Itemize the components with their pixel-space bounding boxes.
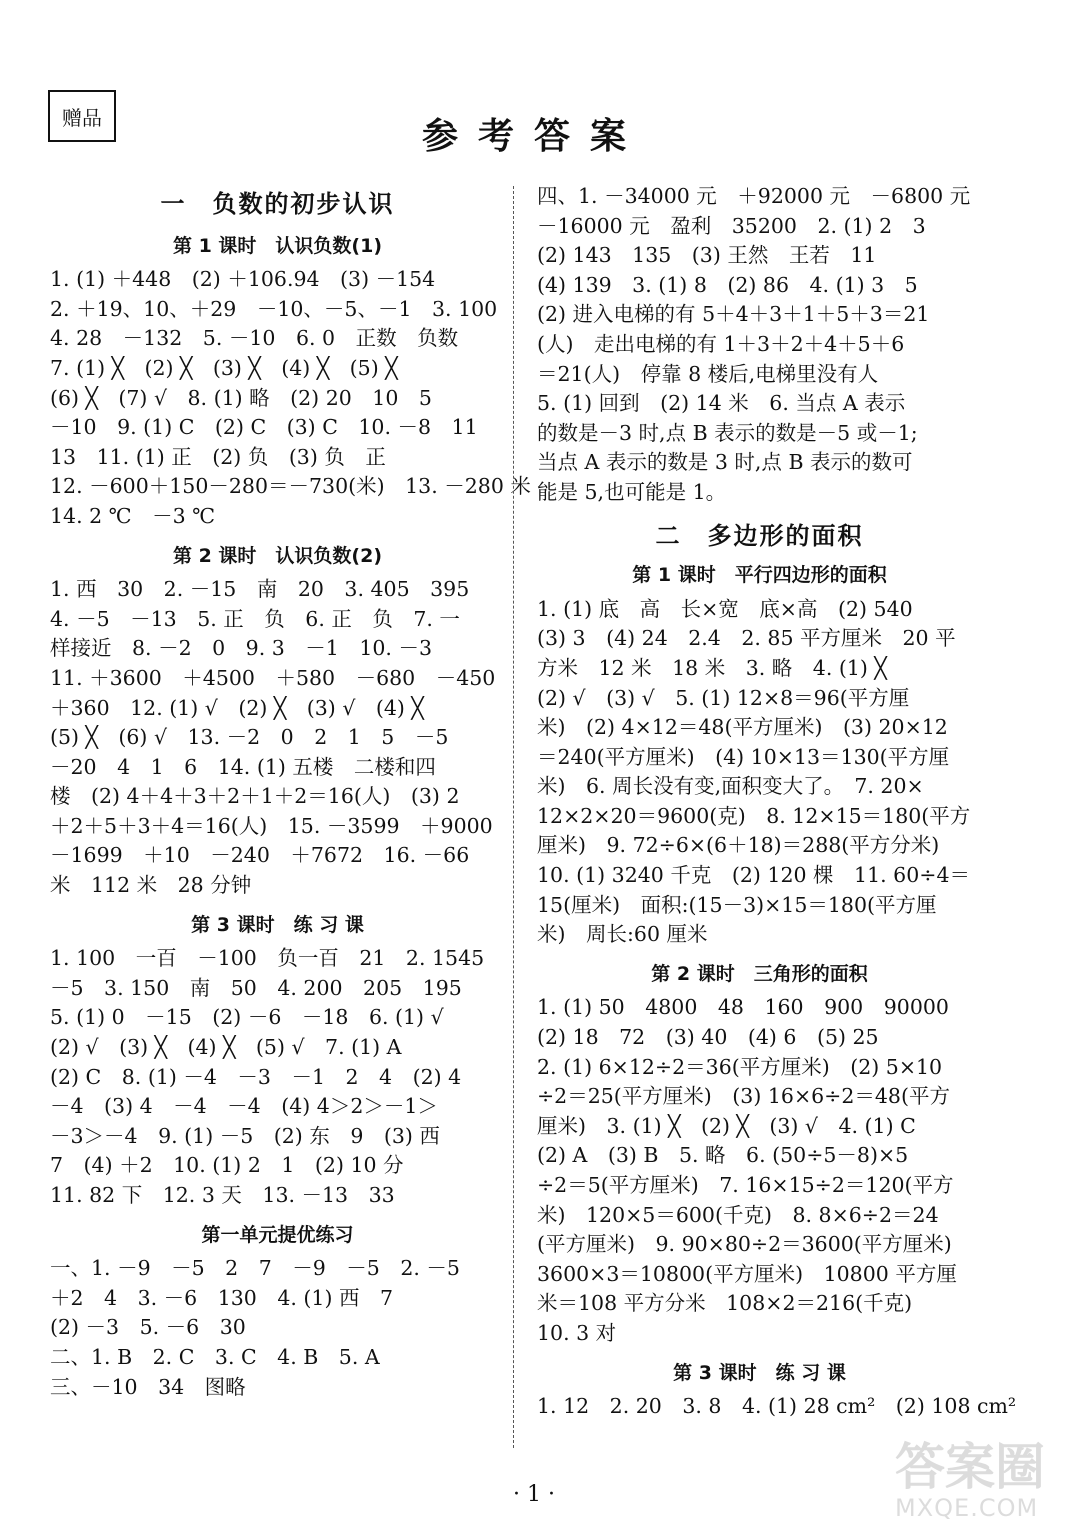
answer-line: 的数是－3 时,点 B 表示的数是－5 或－1; [537, 420, 918, 445]
unit-heading: 一 负数的初步认识 [160, 190, 395, 218]
answer-line: 厘米) 3. (1) ╳ (2) ╳ (3) √ 4. (1) C [537, 1113, 916, 1138]
answer-line: 米＝108 平方分米 108×2＝216(千克) [537, 1291, 913, 1316]
answer-line: 7. (1) ╳ (2) ╳ (3) ╳ (4) ╳ (5) ╳ [50, 355, 398, 380]
answer-line: －10 9. (1) C (2) C (3) C 10. －8 11 [50, 415, 478, 440]
answer-line: 二、1. B 2. C 3. C 4. B 5. A [50, 1344, 380, 1369]
answer-line: (2) －3 5. －6 30 [50, 1315, 246, 1340]
answer-line: 米) (2) 4×12＝48(平方厘米) (3) 20×12 [537, 715, 948, 740]
answer-line: ÷2＝25(平方厘米) (3) 16×6÷2＝48(平方 [537, 1084, 950, 1109]
answer-line: －4 (3) 4 －4 －4 (4) 4＞2＞－1＞ [50, 1094, 438, 1119]
answer-line: 12×2×20＝9600(克) 8. 12×15＝180(平方 [537, 803, 971, 828]
lesson-heading: 第 1 课时 认识负数(1) [172, 234, 383, 257]
answer-line: 12. －600＋150－280＝－730(米) 13. －280 米 [50, 474, 531, 499]
answer-line: 米) 周长:60 厘米 [537, 922, 708, 947]
answer-line: (2) 进入电梯的有 5＋4＋3＋1＋5＋3＝21 [537, 302, 930, 327]
gift-badge: 赠品 [48, 90, 116, 142]
page-number: · 1 · [513, 1482, 555, 1507]
lesson-heading: 第 3 课时 练 习 课 [673, 1361, 846, 1384]
left-column [50, 182, 531, 1402]
answer-line: 三、－10 34 图略 [50, 1374, 246, 1399]
answer-line: 当点 A 表示的数是 3 时,点 B 表示的数可 [537, 450, 913, 475]
lesson-heading: 第一单元提优练习 [201, 1223, 354, 1246]
lesson-heading: 第 3 课时 练 习 课 [191, 913, 364, 936]
answer-line: 4. 28 －132 5. －10 6. 0 正数 负数 [50, 326, 459, 351]
answer-line: 一、1. －9 －5 2 7 －9 －5 2. －5 [50, 1256, 460, 1281]
answer-line: 厘米) 9. 72÷6×(6＋18)＝288(平方分米) [537, 833, 940, 858]
answer-line: 7 (4) ＋2 10. (1) 2 1 (2) 10 分 [50, 1153, 404, 1178]
answer-line: (2) C 8. (1) －4 －3 －1 2 4 (2) 4 [50, 1064, 462, 1089]
answer-line: －5 3. 150 南 50 4. 200 205 195 [50, 975, 462, 1000]
page-title: 参考答案 [421, 116, 646, 157]
lesson-heading: 第 2 课时 三角形的面积 [651, 962, 868, 985]
answer-line: 4. －5 －13 5. 正 负 6. 正 负 7. 一 [50, 606, 460, 631]
answer-line: 米 112 米 28 分钟 [50, 873, 252, 898]
answer-line: 1. 12 2. 20 3. 8 4. (1) 28 cm² (2) 108 cm² [537, 1394, 1017, 1419]
answer-line: 3600×3＝10800(平方厘米) 10800 平方厘 [537, 1261, 957, 1286]
answer-line: (4) 139 3. (1) 8 (2) 86 4. (1) 3 5 [537, 272, 918, 297]
answer-line: 1. 100 一百 －100 负一百 21 2. 1545 [50, 946, 485, 971]
answer-line: (2) 18 72 (3) 40 (4) 6 (5) 25 [537, 1025, 879, 1050]
answer-line: 10. 3 对 [537, 1320, 617, 1345]
answer-line: ＋2 4 3. －6 130 4. (1) 西 7 [50, 1285, 394, 1310]
answer-line: (2) √ (3) ╳ (4) ╳ (5) √ 7. (1) A [50, 1035, 402, 1060]
answer-line: 楼 (2) 4＋4＋3＋2＋1＋2＝16(人) (3) 2 [50, 784, 460, 809]
answer-line: 四、1. －34000 元 ＋92000 元 －6800 元 [537, 184, 971, 208]
answer-line: 10. (1) 3240 千克 (2) 120 棵 11. 60÷4＝ [537, 863, 970, 888]
answer-line: (人) 走出电梯的有 1＋3＋2＋4＋5＋6 [537, 331, 905, 356]
answer-line: ÷2＝5(平方厘米) 7. 16×15÷2＝120(平方 [537, 1173, 954, 1197]
answer-line: －16000 元 盈利 35200 2. (1) 2 3 [537, 213, 926, 238]
column-divider [513, 186, 514, 1448]
answer-line: (2) 143 135 (3) 王然 王若 11 [537, 243, 877, 268]
answer-line: (3) 3 (4) 24 2.4 2. 85 平方厘米 20 平 [537, 626, 956, 651]
answer-line: 1. (1) ＋448 (2) ＋106.94 (3) －154 [50, 267, 436, 292]
answer-line: 1. (1) 50 4800 48 160 900 90000 [537, 995, 949, 1020]
answer-line: 2. (1) 6×12÷2＝36(平方厘米) (2) 5×10 [537, 1054, 943, 1079]
answer-line: 13 11. (1) 正 (2) 负 (3) 负 正 [50, 444, 386, 469]
answer-line: 5. (1) 回到 (2) 14 米 6. 当点 A 表示 [537, 391, 906, 416]
unit-heading: 二 多边形的面积 [655, 521, 864, 550]
answer-line: 2. ＋19、10、＋29 －10、－5、－1 3. 100 [50, 296, 498, 321]
answer-line: 5. (1) 0 －15 (2) －6 －18 6. (1) √ [50, 1005, 444, 1030]
answer-line: (平方厘米) 9. 90×80÷2＝3600(平方厘米) [537, 1232, 952, 1257]
answer-line: 11. 82 下 12. 3 天 13. －13 33 [50, 1183, 395, 1207]
answer-line: ＋360 12. (1) √ (2) ╳ (3) √ (4) ╳ [50, 695, 424, 720]
answer-line: －1699 ＋10 －240 ＋7672 16. －66 [50, 843, 470, 868]
right-column [537, 182, 1017, 1422]
answer-line: 样接近 8. －2 0 9. 3 －1 10. －3 [50, 636, 432, 661]
answer-line: (2) √ (3) √ 5. (1) 12×8＝96(平方厘 [537, 685, 910, 710]
lesson-heading: 第 2 课时 认识负数(2) [172, 544, 383, 567]
answer-line: 1. 西 30 2. －15 南 20 3. 405 395 [50, 577, 470, 602]
answer-line: 方米 12 米 18 米 3. 略 4. (1) ╳ [537, 655, 887, 680]
answer-line: ＋2＋5＋3＋4＝16(人) 15. －3599 ＋9000 [50, 813, 493, 838]
answer-line: 15(厘米) 面积:(15－3)×15＝180(平方厘 [537, 892, 937, 917]
answer-line: 14. 2 ℃ －3 ℃ [50, 503, 216, 528]
answer-line: (2) A (3) B 5. 略 6. (50÷5－8)×5 [537, 1143, 909, 1168]
answer-line: ＝240(平方厘米) (4) 10×13＝130(平方厘 [537, 744, 950, 769]
answer-line: 1. (1) 底 高 长×宽 底×高 (2) 540 [537, 596, 913, 621]
watermark-logo: 答案圈 MXQE.COM [895, 1438, 1045, 1522]
answer-line: 11. ＋3600 ＋4500 ＋580 －680 －450 [50, 665, 496, 690]
answer-line: 米) 120×5＝600(千克) 8. 8×6÷2＝24 [537, 1202, 939, 1227]
answer-line: 能是 5,也可能是 1。 [537, 479, 727, 504]
answer-line: －3＞－4 9. (1) －5 (2) 东 9 (3) 西 [50, 1123, 440, 1148]
lesson-heading: 第 1 课时 平行四边形的面积 [632, 564, 887, 587]
answer-line: (5) ╳ (6) √ 13. －2 0 2 1 5 －5 [50, 725, 449, 750]
answer-line: －20 4 1 6 14. (1) 五楼 二楼和四 [50, 754, 436, 779]
answer-line: ＝21(人) 停靠 8 楼后,电梯里没有人 [537, 361, 879, 386]
answer-line: (6) ╳ (7) √ 8. (1) 略 (2) 20 10 5 [50, 385, 432, 410]
answer-line: 米) 6. 周长没有变,面积变大了。 7. 20× [537, 774, 924, 799]
